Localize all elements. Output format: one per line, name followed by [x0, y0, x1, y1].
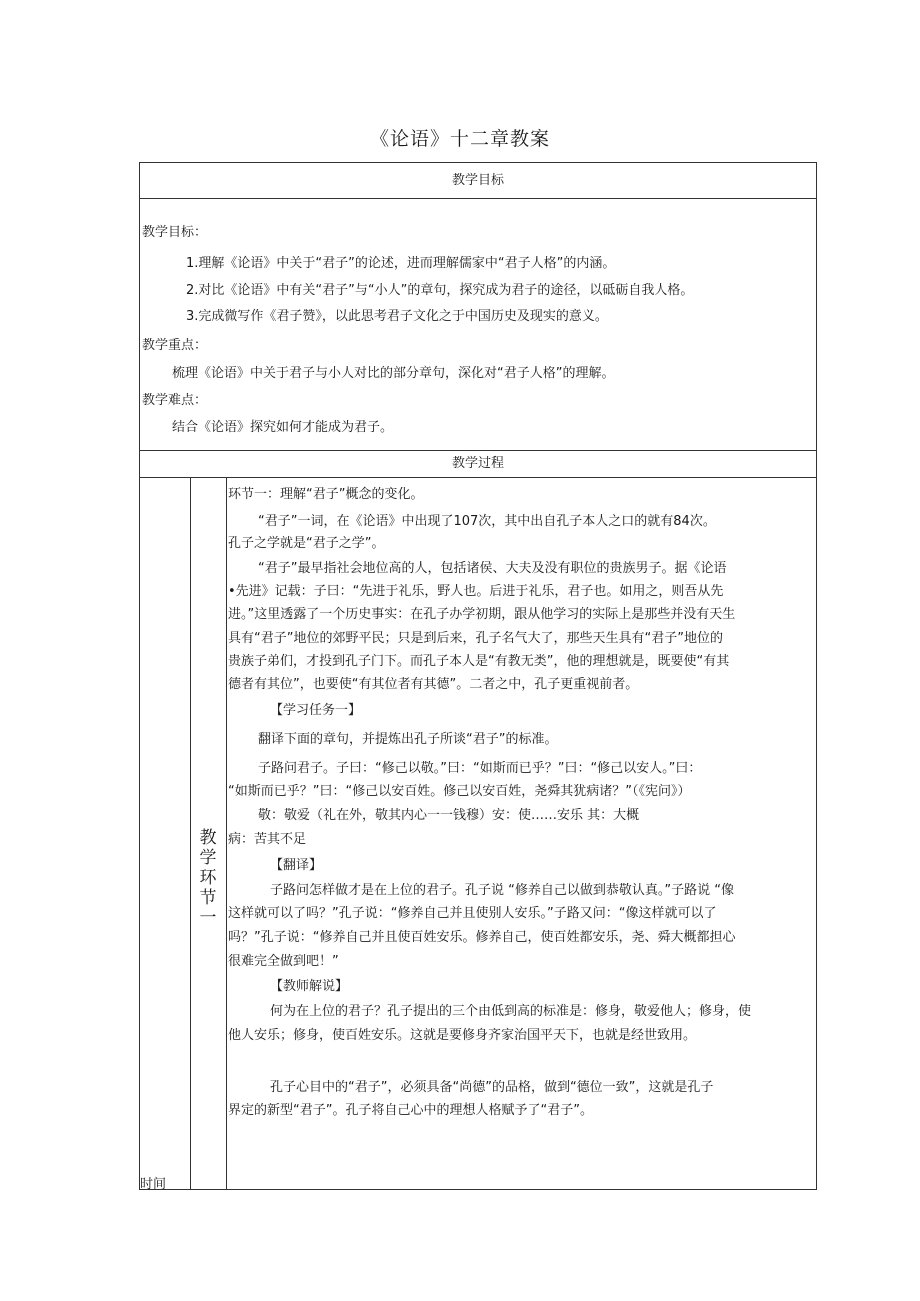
content-line: 界定的新型“君子”。孔子将自己心中的理想人格赋予了“君子”。	[228, 1103, 593, 1118]
content-line: 何为在上位的君子？孔子提出的三个由低到高的标准是：修身，敬爱他人；修身，使	[270, 1004, 752, 1019]
content-line: •先进》记载：子曰：“先进于礼乐，野人也。后进于礼乐，君子也。如用之，则吾从先	[228, 584, 724, 599]
content-line: 具有“君子”地位的郊野平民；只是到后来，孔子名气大了，那些天生具有“君子”地位的	[228, 631, 723, 646]
content-line: “君子”最早指社会地位高的人，包括诸侯、大夫及没有职位的贵族男子。据《论语	[258, 561, 727, 576]
content-line: 贵族子弟们，才投到孔子门下。而孔子本人是“有教无类”，他的理想就是，既要使“有其	[228, 654, 730, 669]
content-line: 德者有其位”，也要使“有其位者有其德”。二者之中，孔子更重视前者。	[228, 677, 639, 692]
stage-label-char: 环	[199, 868, 217, 888]
content-line: 子路问怎样做才是在上位的君子。孔子说 “修养自己以做到恭敬认真。”子路说 “像	[270, 883, 734, 898]
stage-label-char: 一	[199, 908, 217, 928]
content-line: 孔子心目中的“君子”，必须具备“尚德”的品格，做到“德位一致”，这就是孔子	[270, 1080, 714, 1095]
content-line: 子路问君子。子曰：“修己以敬。”曰：“如斯而已乎？”曰：“修己以安人。”曰：	[258, 761, 702, 776]
stage-label	[196, 828, 220, 928]
content-line: 他人安乐；修身，使百姓安乐。这就是要修身齐家治国平天下，也就是经世致用。	[228, 1028, 697, 1043]
content-line: 病：苦其不足	[228, 832, 307, 847]
document-title: 《论语》十二章教案	[369, 128, 550, 150]
goal-item: 2.对比《论语》中有关“君子”与“小人”的章句，探究成为君子的途径，以砥砺自我人格。	[186, 283, 694, 298]
difficulty-label: 教学难点：	[142, 393, 208, 408]
focus-label: 教学重点：	[142, 338, 208, 353]
content-line: 【教师解说】	[270, 979, 349, 994]
time-label: 时间	[140, 1177, 167, 1192]
stage-label-char: 学	[199, 848, 217, 868]
goals-label: 教学目标：	[142, 225, 208, 240]
content-line: 进。”这里透露了一个历史事实：在孔子办学初期，跟从他学习的实际上是那些并没有天生	[228, 607, 736, 622]
goal-item: 1.理解《论语》中关于“君子”的论述，进而理解儒家中“君子人格”的内涵。	[186, 256, 616, 271]
goal-section	[140, 199, 816, 449]
lesson-plan-table	[139, 162, 817, 1190]
content-line: 很难完全做到吧！”	[228, 954, 339, 969]
process-header: 教学过程	[140, 450, 816, 478]
content-line: 【翻译】	[270, 858, 323, 873]
content-line: “如斯而已乎？”曰：“修己以安百姓。修己以安百姓，尧舜其犹病诸？”（《宪问》）	[228, 784, 691, 799]
stage-label-char: 节	[199, 888, 217, 908]
column-divider	[190, 478, 191, 1189]
stage-label-char: 教	[199, 828, 217, 848]
goal-item: 3.完成微写作《君子赞》，以此思考君子文化之于中国历史及现实的意义。	[186, 309, 608, 324]
column-divider	[226, 478, 227, 1189]
difficulty-text: 结合《论语》探究如何才能成为君子。	[172, 420, 394, 435]
goal-header: 教学目标	[140, 163, 816, 199]
content-line: 环节一：理解“君子”概念的变化。	[228, 487, 424, 502]
focus-text: 梳理《论语》中关于君子与小人对比的部分章句，深化对“君子人格”的理解。	[172, 366, 615, 381]
content-line: “君子”一词，在《论语》中出现了107次，其中出自孔子本人之口的就有84次。	[258, 514, 716, 529]
content-line: 【学习任务一】	[270, 703, 362, 718]
content-line: 敬：敬爱（礼在外，敬其内心一一钱穆）安：使……安乐 其：大概	[258, 808, 640, 823]
content-line: 翻译下面的章句，并提炼出孔子所谈“君子”的标准。	[258, 732, 558, 747]
content-line: 孔子之学就是“君子之学”。	[228, 536, 385, 551]
content-line: 吗？”孔子说：“修养自己并且使百姓安乐。修养自己，使百姓都安乐，尧、舜大概都担心	[228, 930, 736, 945]
content-line: 这样就可以了吗？”孔子说：“修养自己并且使别人安乐。”子路又问：“像这样就可以了	[228, 906, 717, 921]
